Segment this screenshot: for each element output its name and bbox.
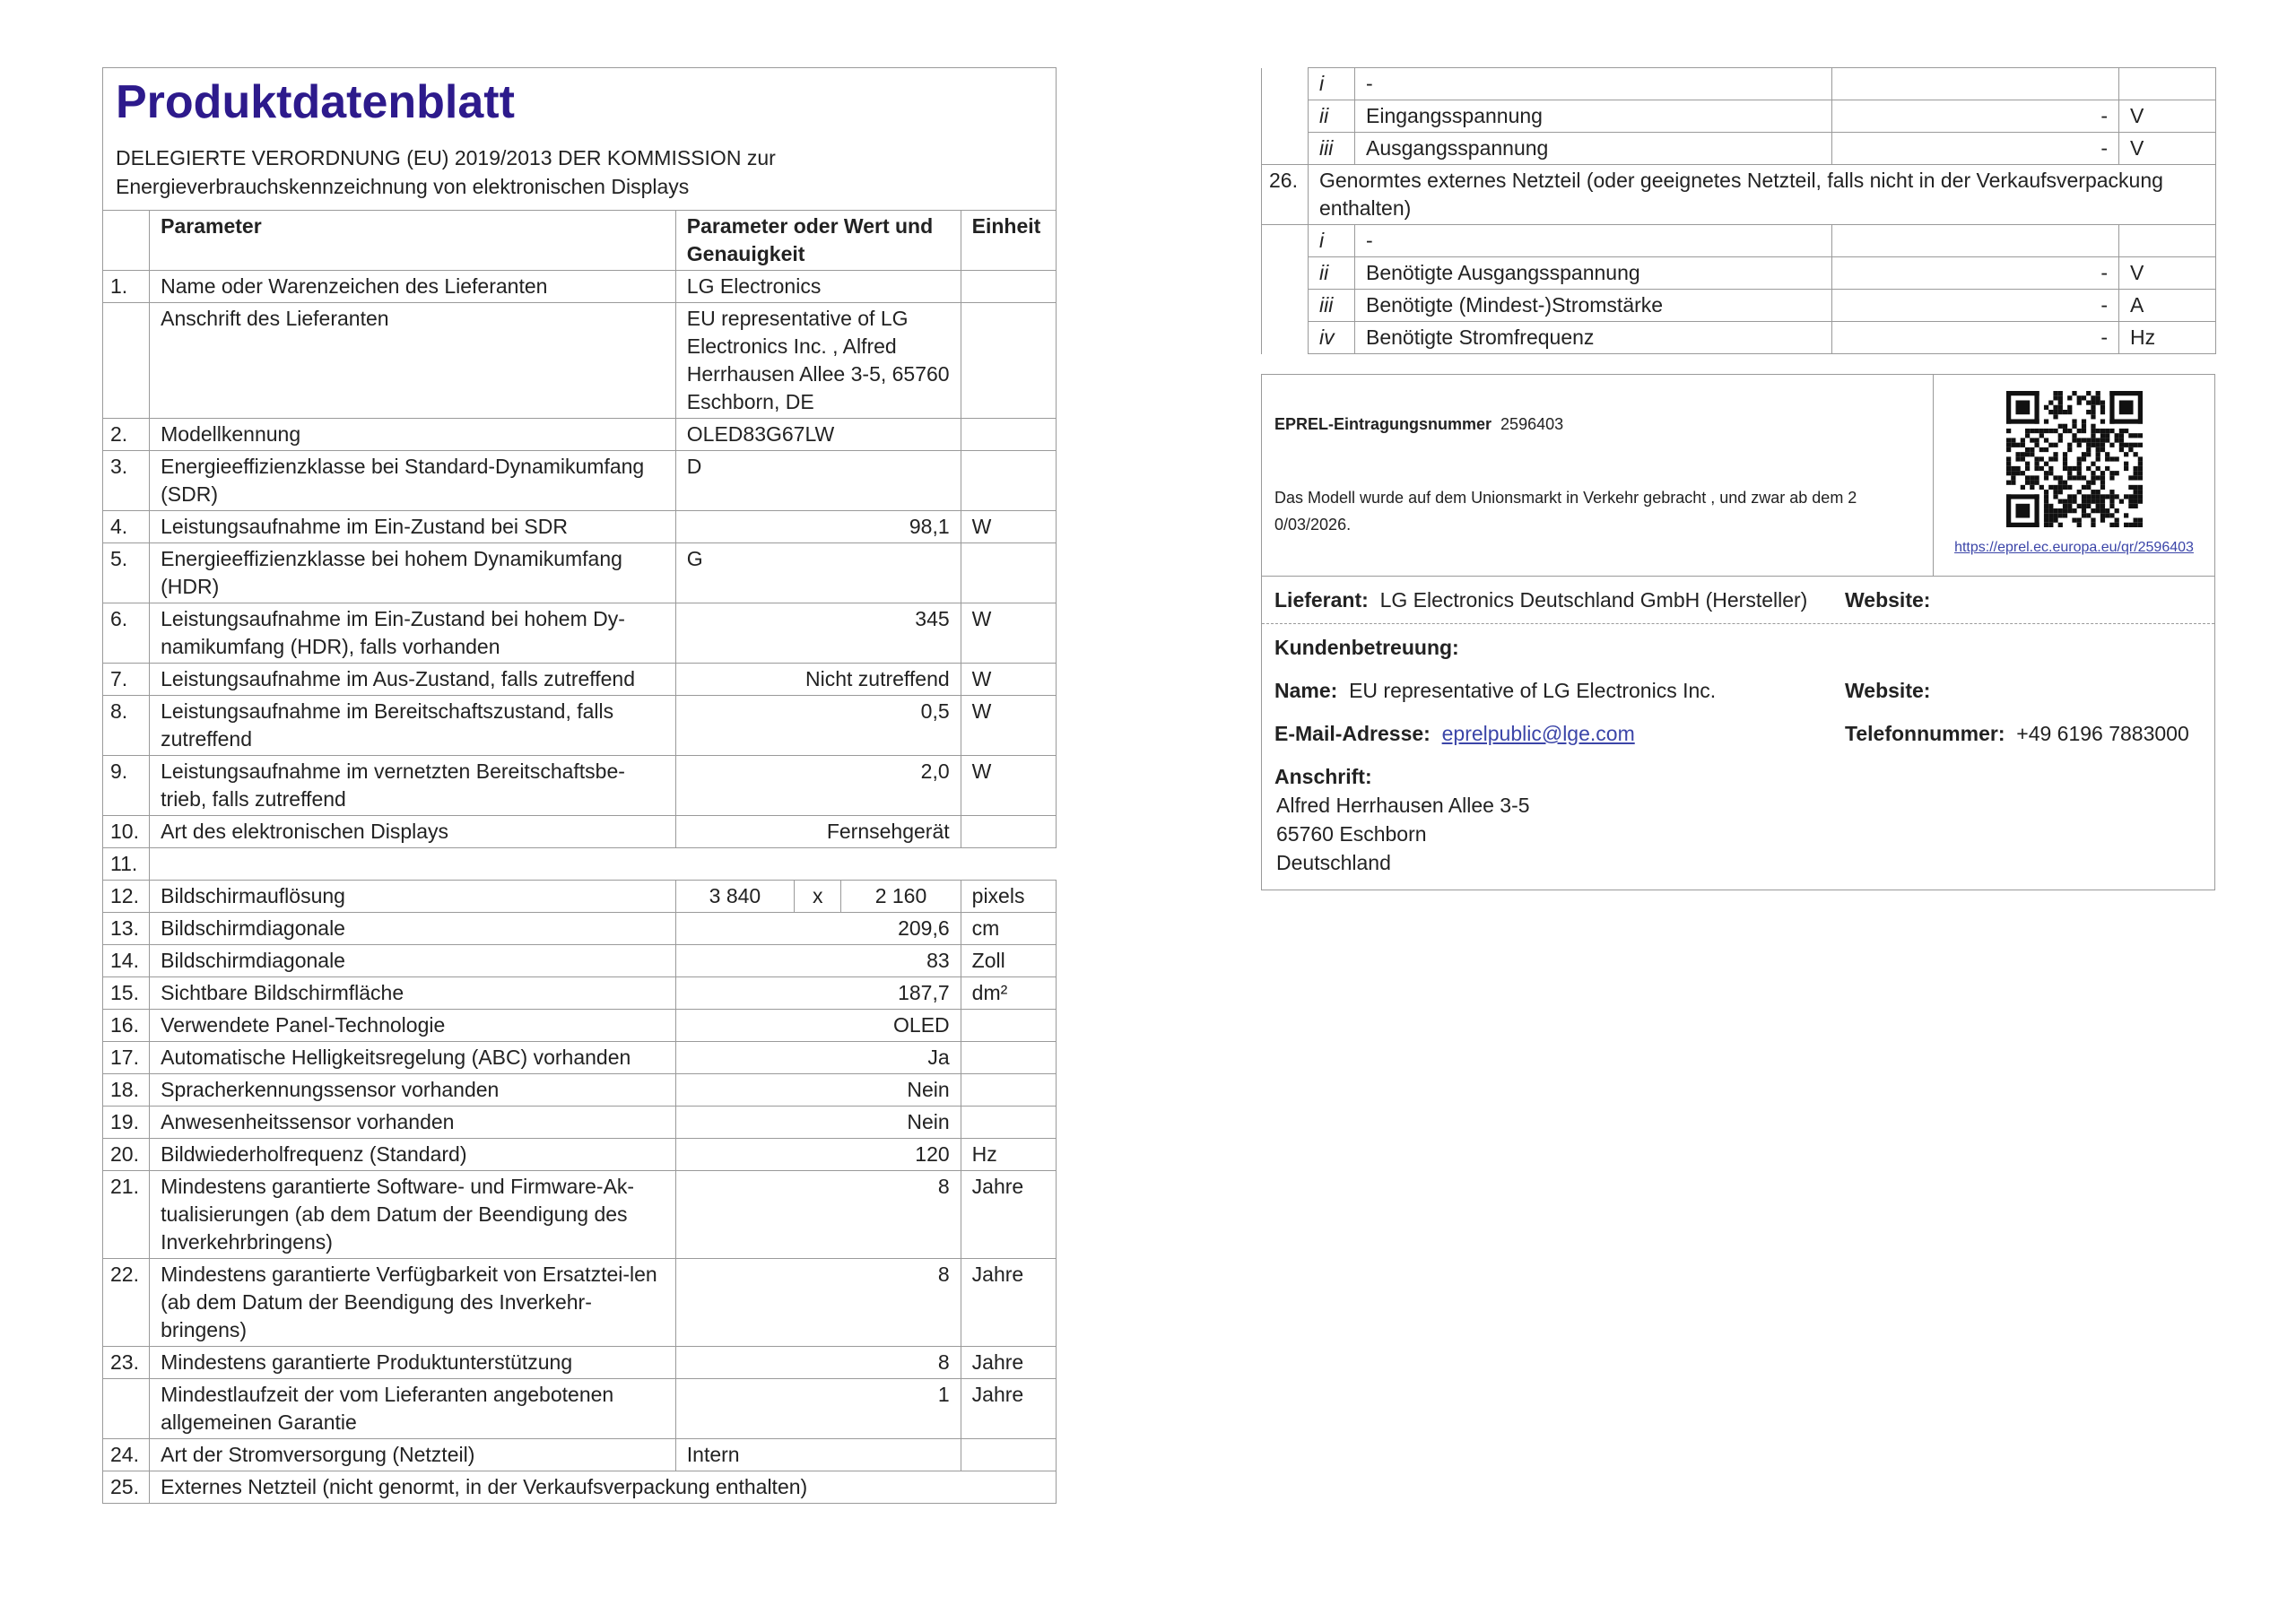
row-number-spacer bbox=[1262, 290, 1309, 322]
row-value: LG Electronics bbox=[675, 271, 961, 303]
row-label: Modellkennung bbox=[150, 419, 676, 451]
row-number-spacer bbox=[1262, 100, 1309, 133]
row-label: Art der Stromversorgung (Netzteil) bbox=[150, 1439, 676, 1471]
subrow-index: iv bbox=[1309, 322, 1355, 354]
row-value: 345 bbox=[675, 603, 961, 664]
row-value: Intern bbox=[675, 1439, 961, 1471]
row-number-spacer bbox=[1262, 257, 1309, 290]
table-row-25 bbox=[103, 1471, 1057, 1504]
subrow-label: Eingangsspannung bbox=[1355, 100, 1832, 133]
row-value: 0,5 bbox=[675, 696, 961, 756]
table-row bbox=[103, 511, 1057, 543]
row-label: Mindestens garantierte Produktunterstützung bbox=[150, 1347, 676, 1379]
table-row bbox=[103, 816, 1057, 848]
row-number: 25. bbox=[103, 1471, 150, 1504]
table-row bbox=[103, 977, 1057, 1010]
header-num bbox=[103, 211, 150, 271]
row-unit: dm² bbox=[961, 977, 1056, 1010]
table-row bbox=[103, 1074, 1057, 1107]
subrow-label: Benötigte Stromfrequenz bbox=[1355, 322, 1832, 354]
row-label: Anschrift des Lieferanten bbox=[150, 303, 676, 419]
table-subrow bbox=[1262, 100, 2216, 133]
subrow-index: ii bbox=[1309, 257, 1355, 290]
row-label: Mindestens garantierte Verfügbarkeit von Ersatztei-len (ab dem Datum der Beendigung des Inverkehr-bringens) bbox=[150, 1259, 676, 1347]
row-value: 1 bbox=[675, 1379, 961, 1439]
subrow-index: ii bbox=[1309, 100, 1355, 133]
row-number-spacer bbox=[1262, 68, 1309, 100]
row-unit bbox=[961, 1439, 1056, 1471]
row-value: 8 bbox=[675, 1347, 961, 1379]
power-supply-table bbox=[1261, 67, 2216, 354]
subrow-unit bbox=[2119, 68, 2216, 100]
table-subrow bbox=[1262, 133, 2216, 165]
row-value: Ja bbox=[675, 1042, 961, 1074]
supplier-website-label: Website: bbox=[1845, 588, 1931, 612]
customer-website-label: Website: bbox=[1845, 679, 1931, 702]
row-number: 26. bbox=[1262, 165, 1309, 225]
row-value: Nein bbox=[675, 1074, 961, 1107]
row-value: 83 bbox=[675, 945, 961, 977]
table-row bbox=[103, 1171, 1057, 1259]
subrow-label: - bbox=[1355, 225, 1832, 257]
row-number: 8. bbox=[103, 696, 150, 756]
table-row-11 bbox=[103, 848, 1057, 881]
table-row bbox=[103, 451, 1057, 511]
row-value: 120 bbox=[675, 1139, 961, 1171]
datasheet-header bbox=[102, 67, 1057, 210]
subrow-value bbox=[1832, 68, 2119, 100]
row-label: Leistungsaufnahme im Aus-Zustand, falls zutreffend bbox=[150, 664, 676, 696]
row-label: Spracherkennungssensor vorhanden bbox=[150, 1074, 676, 1107]
subrow-unit: V bbox=[2119, 257, 2216, 290]
row-label: Leistungsaufnahme im Ein-Zustand bei hohem Dy-namikumfang (HDR), falls vorhanden bbox=[150, 603, 676, 664]
row-unit bbox=[961, 543, 1056, 603]
supplier-label: Lieferant: bbox=[1274, 588, 1369, 612]
header-unit: Einheit bbox=[961, 211, 1056, 271]
row-number: 16. bbox=[103, 1010, 150, 1042]
row-label: Verwendete Panel-Technologie bbox=[150, 1010, 676, 1042]
table-row bbox=[103, 1139, 1057, 1171]
row-unit: W bbox=[961, 756, 1056, 816]
product-datasheet-right bbox=[1261, 67, 2215, 890]
subrow-index: iii bbox=[1309, 133, 1355, 165]
row-number: 22. bbox=[103, 1259, 150, 1347]
row-label: Energieeffizienzklasse bei hohem Dynamikumfang (HDR) bbox=[150, 543, 676, 603]
row-value: OLED83G67LW bbox=[675, 419, 961, 451]
eprel-box bbox=[1261, 374, 2215, 890]
customer-email-label: E-Mail-Adresse: bbox=[1274, 722, 1431, 745]
table-header-row bbox=[103, 211, 1057, 271]
subrow-unit bbox=[2119, 225, 2216, 257]
subrow-value: - bbox=[1832, 322, 2119, 354]
customer-address-line3: Deutschland bbox=[1276, 851, 1391, 874]
header-value: Parameter oder Wert und Genauigkeit bbox=[675, 211, 961, 271]
row-label: Bildschirmdiagonale bbox=[150, 913, 676, 945]
row-label: Leistungsaufnahme im Bereitschaftszustand, falls zutreffend bbox=[150, 696, 676, 756]
row-value: 2,0 bbox=[675, 756, 961, 816]
row-unit: pixels bbox=[961, 881, 1056, 913]
row-unit: Jahre bbox=[961, 1171, 1056, 1259]
supplier-row bbox=[1262, 577, 2214, 624]
table-row bbox=[103, 1347, 1057, 1379]
table-row bbox=[103, 913, 1057, 945]
row-value: EU representative of LG Electronics Inc. , Alfred Herrhausen Allee 3-5, 65760 Eschborn, DE bbox=[675, 303, 961, 419]
row-number bbox=[103, 1379, 150, 1439]
row-number: 10. bbox=[103, 816, 150, 848]
row-number: 5. bbox=[103, 543, 150, 603]
row-value: D bbox=[675, 451, 961, 511]
eprel-qr-area bbox=[1933, 375, 2214, 576]
table-row bbox=[103, 1259, 1057, 1347]
resolution-height: 2 160 bbox=[841, 881, 961, 913]
row-label: Bildwiederholfrequenz (Standard) bbox=[150, 1139, 676, 1171]
page-title: Produktdatenblatt bbox=[116, 76, 515, 128]
customer-email-link[interactable]: eprelpublic@lge.com bbox=[1441, 722, 1635, 745]
row-unit: W bbox=[961, 664, 1056, 696]
row-number: 4. bbox=[103, 511, 150, 543]
row-number: 9. bbox=[103, 756, 150, 816]
supplier-value: LG Electronics Deutschland GmbH (Hersteller) bbox=[1379, 588, 1808, 612]
row-unit bbox=[961, 451, 1056, 511]
row-label: Name oder Warenzeichen des Lieferanten bbox=[150, 271, 676, 303]
qr-code-icon[interactable] bbox=[2006, 391, 2143, 527]
row-value: Nein bbox=[675, 1107, 961, 1139]
table-subrow bbox=[1262, 68, 2216, 100]
table-row bbox=[103, 543, 1057, 603]
row-number: 19. bbox=[103, 1107, 150, 1139]
row-number-spacer bbox=[1262, 225, 1309, 257]
subrow-index: iii bbox=[1309, 290, 1355, 322]
table-row bbox=[103, 1107, 1057, 1139]
customer-name-value: EU representative of LG Electronics Inc. bbox=[1349, 679, 1717, 702]
row-label: Anwesenheitssensor vorhanden bbox=[150, 1107, 676, 1139]
row-value: 209,6 bbox=[675, 913, 961, 945]
table-row bbox=[103, 756, 1057, 816]
table-row bbox=[103, 271, 1057, 303]
subrow-unit: Hz bbox=[2119, 322, 2216, 354]
table-row bbox=[103, 1379, 1057, 1439]
row-value: 98,1 bbox=[675, 511, 961, 543]
row-unit bbox=[961, 1042, 1056, 1074]
eprel-text bbox=[1262, 375, 1933, 576]
row-label: Leistungsaufnahme im Ein-Zustand bei SDR bbox=[150, 511, 676, 543]
row-unit bbox=[961, 1010, 1056, 1042]
table-row-26 bbox=[1262, 165, 2216, 225]
row-number: 7. bbox=[103, 664, 150, 696]
parameter-table bbox=[102, 210, 1057, 1504]
row-number: 14. bbox=[103, 945, 150, 977]
row-label: Leistungsaufnahme im vernetzten Bereitschaftsbe-trieb, falls zutreffend bbox=[150, 756, 676, 816]
row-number-spacer bbox=[1262, 133, 1309, 165]
eprel-reg-label: EPREL-Eintragungsnummer bbox=[1274, 415, 1492, 433]
row-label: Mindestlaufzeit der vom Lieferanten angebotenen allgemeinen Garantie bbox=[150, 1379, 676, 1439]
subrow-label: Benötigte (Mindest-)Stromstärke bbox=[1355, 290, 1832, 322]
row-number: 18. bbox=[103, 1074, 150, 1107]
customer-service-section bbox=[1262, 624, 2214, 890]
row-number: 11. bbox=[103, 848, 150, 881]
table-row bbox=[103, 303, 1057, 419]
row-value: Fernsehgerät bbox=[675, 816, 961, 848]
table-row bbox=[103, 1010, 1057, 1042]
row-number: 23. bbox=[103, 1347, 150, 1379]
row-empty bbox=[150, 848, 1057, 881]
row-number-spacer bbox=[1262, 322, 1309, 354]
eprel-header bbox=[1262, 375, 2214, 577]
row-value: G bbox=[675, 543, 961, 603]
customer-name-label: Name: bbox=[1274, 679, 1338, 702]
table-subrow bbox=[1262, 290, 2216, 322]
row-value: 187,7 bbox=[675, 977, 961, 1010]
row-number: 13. bbox=[103, 913, 150, 945]
row-number: 2. bbox=[103, 419, 150, 451]
table-subrow bbox=[1262, 225, 2216, 257]
row-unit: Hz bbox=[961, 1139, 1056, 1171]
row-unit: W bbox=[961, 603, 1056, 664]
row-value: Nicht zutreffend bbox=[675, 664, 961, 696]
customer-address-line1: Alfred Herrhausen Allee 3-5 bbox=[1276, 794, 1530, 817]
row-label: Mindestens garantierte Software- und Firmware-Ak-tualisierungen (ab dem Datum der Beendigung des Inverkehrbringens) bbox=[150, 1171, 676, 1259]
resolution-separator: x bbox=[795, 881, 841, 913]
row-unit bbox=[961, 1074, 1056, 1107]
subrow-value: - bbox=[1832, 257, 2119, 290]
row-value: 8 bbox=[675, 1259, 961, 1347]
header-parameter: Parameter bbox=[150, 211, 676, 271]
row-value: OLED bbox=[675, 1010, 961, 1042]
row-unit: W bbox=[961, 511, 1056, 543]
eprel-market-text: Das Modell wurde auf dem Unionsmarkt in Verkehr gebracht , und zwar ab dem 2 0/03/2026. bbox=[1274, 489, 1857, 534]
table-row bbox=[103, 1439, 1057, 1471]
table-row bbox=[103, 1042, 1057, 1074]
row-unit: Jahre bbox=[961, 1347, 1056, 1379]
row-number: 1. bbox=[103, 271, 150, 303]
row-label: Externes Netzteil (nicht genormt, in der Verkaufsverpackung enthalten) bbox=[150, 1471, 1057, 1504]
table-subrow bbox=[1262, 322, 2216, 354]
row-label: Bildschirmauflösung bbox=[150, 881, 676, 913]
subrow-unit: A bbox=[2119, 290, 2216, 322]
row-unit bbox=[961, 419, 1056, 451]
subrow-unit: V bbox=[2119, 100, 2216, 133]
row-number: 17. bbox=[103, 1042, 150, 1074]
row-unit bbox=[961, 816, 1056, 848]
row-label: Bildschirmdiagonale bbox=[150, 945, 676, 977]
row-number: 6. bbox=[103, 603, 150, 664]
table-row bbox=[103, 419, 1057, 451]
subrow-value: - bbox=[1832, 290, 2119, 322]
subrow-index: i bbox=[1309, 225, 1355, 257]
row-number: 24. bbox=[103, 1439, 150, 1471]
row-label: Genormtes externes Netzteil (oder geeignetes Netzteil, falls nicht in der Verkaufsverpackung enthalten) bbox=[1309, 165, 2216, 225]
row-number: 15. bbox=[103, 977, 150, 1010]
resolution-width: 3 840 bbox=[675, 881, 794, 913]
row-label: Art des elektronischen Displays bbox=[150, 816, 676, 848]
table-row bbox=[103, 696, 1057, 756]
row-unit: cm bbox=[961, 913, 1056, 945]
subrow-index: i bbox=[1309, 68, 1355, 100]
row-label: Automatische Helligkeitsregelung (ABC) vorhanden bbox=[150, 1042, 676, 1074]
row-unit bbox=[961, 1107, 1056, 1139]
row-unit bbox=[961, 271, 1056, 303]
regulation-subtitle-line2: Energieverbrauchskennzeichnung von elektronischen Displays bbox=[116, 175, 690, 198]
row-number: 20. bbox=[103, 1139, 150, 1171]
row-unit: Jahre bbox=[961, 1379, 1056, 1439]
customer-phone-value: +49 6196 7883000 bbox=[2016, 722, 2189, 745]
row-number: 3. bbox=[103, 451, 150, 511]
customer-phone-label: Telefonnummer: bbox=[1845, 722, 2005, 745]
row-number: 21. bbox=[103, 1171, 150, 1259]
row-unit bbox=[961, 303, 1056, 419]
subrow-unit: V bbox=[2119, 133, 2216, 165]
eprel-reg-number: 2596403 bbox=[1500, 415, 1564, 433]
customer-address-label: Anschrift: bbox=[1274, 765, 1372, 788]
subrow-value: - bbox=[1832, 100, 2119, 133]
row-unit: Jahre bbox=[961, 1259, 1056, 1347]
table-row-12 bbox=[103, 881, 1057, 913]
subrow-value bbox=[1832, 225, 2119, 257]
row-value: 8 bbox=[675, 1171, 961, 1259]
product-datasheet-left bbox=[102, 67, 1057, 1504]
table-row bbox=[103, 603, 1057, 664]
eprel-qr-link[interactable]: https://eprel.ec.europa.eu/qr/2596403 bbox=[1954, 540, 2194, 555]
subrow-label: - bbox=[1355, 68, 1832, 100]
row-label: Sichtbare Bildschirmfläche bbox=[150, 977, 676, 1010]
table-subrow bbox=[1262, 257, 2216, 290]
table-row bbox=[103, 945, 1057, 977]
regulation-subtitle-line1: DELEGIERTE VERORDNUNG (EU) 2019/2013 DER KOMMISSION zur bbox=[116, 146, 776, 169]
table-row bbox=[103, 664, 1057, 696]
row-label: Energieeffizienzklasse bei Standard-Dynamikumfang (SDR) bbox=[150, 451, 676, 511]
row-number: 12. bbox=[103, 881, 150, 913]
row-number bbox=[103, 303, 150, 419]
customer-service-title: Kundenbetreuung: bbox=[1274, 636, 1459, 659]
subrow-label: Ausgangsspannung bbox=[1355, 133, 1832, 165]
row-unit: W bbox=[961, 696, 1056, 756]
customer-address-line2: 65760 Eschborn bbox=[1276, 822, 1427, 846]
subrow-value: - bbox=[1832, 133, 2119, 165]
subrow-label: Benötigte Ausgangsspannung bbox=[1355, 257, 1832, 290]
row-unit: Zoll bbox=[961, 945, 1056, 977]
